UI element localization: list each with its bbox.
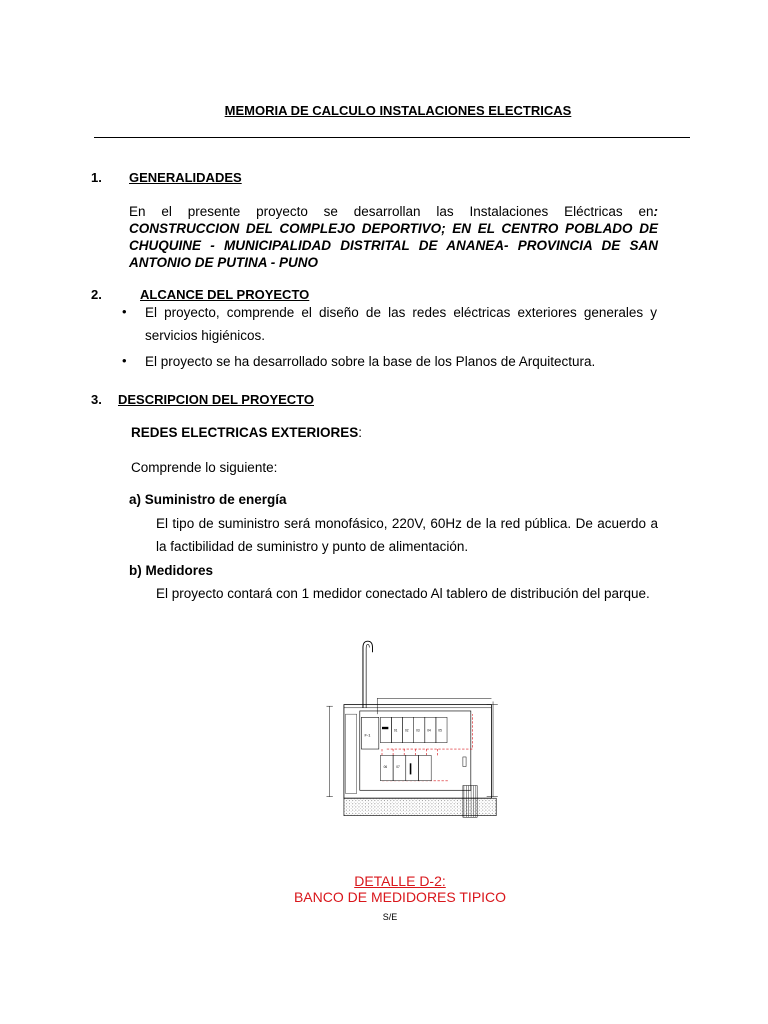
- section-1-intro: En el presente proyecto se desarrollan las Instalaciones Eléctricas en: [129, 204, 654, 219]
- meter-bank-drawing: [290, 638, 520, 868]
- meter-box: [380, 717, 391, 742]
- section-1-paragraph: [129, 203, 658, 271]
- meter-label: 02: [405, 728, 409, 733]
- meter-box: [406, 755, 419, 780]
- lead-text: Comprende lo siguiente:: [131, 460, 278, 475]
- meter-label: 04: [427, 728, 431, 733]
- item-b-text: El proyecto contará con 1 medidor conectado Al tablero de distribución del parque.: [156, 586, 650, 601]
- panel-label: F-1: [364, 732, 371, 738]
- meter-box: [418, 755, 431, 780]
- bullet-icon: •: [122, 353, 127, 368]
- section-3-number: 3.: [91, 392, 102, 407]
- meter-label: 07: [396, 765, 400, 770]
- subheading-text: REDES ELECTRICAS EXTERIORES: [131, 425, 359, 440]
- bullet-item-1: El proyecto, comprende el diseño de las redes eléctricas exteriores generales y servicios higiénicos.: [145, 305, 657, 343]
- meter-row-bottom: [380, 755, 466, 780]
- meter-label: 03: [416, 728, 420, 733]
- section-1-heading: GENERALIDADES: [129, 170, 242, 185]
- section-2-number: 2.: [91, 287, 102, 302]
- figure-scale: S/E: [382, 912, 398, 922]
- subheading-suffix: :: [358, 425, 363, 440]
- figure-title-line1: DETALLE D-2:: [354, 873, 446, 889]
- item-a-label: a) Suministro de energía: [129, 492, 287, 507]
- conduit-pipe: [363, 641, 373, 708]
- bullet-icon: •: [122, 304, 127, 319]
- meter-display: [382, 727, 388, 729]
- section-2-heading: ALCANCE DEL PROYECTO: [140, 287, 310, 302]
- section-1-colon: :: [653, 204, 658, 219]
- item-b-label: b) Medidores: [129, 563, 214, 578]
- figure-title-line2: BANCO DE MEDIDORES TIPICO: [293, 889, 507, 905]
- meter-row-top: [380, 717, 447, 742]
- meter-cabinet: [344, 705, 492, 799]
- section-1-number: 1.: [91, 170, 102, 185]
- meter-label: 05: [438, 728, 442, 733]
- project-name: CONSTRUCCION DEL COMPLEJO DEPORTIVO; EN EL CENTRO POBLADO DE CHUQUINE - MUNICIPALIDAD DISTRITAL DE ANANEA- PROVINCIA DE SAN ANTONIO DE PUTINA - PUNO: [129, 221, 658, 270]
- concrete-base: [344, 798, 496, 815]
- title-divider: [94, 137, 690, 138]
- meter-label: 06: [383, 765, 388, 770]
- document-title: MEMORIA DE CALCULO INSTALACIONES ELECTRICAS: [224, 103, 572, 118]
- subheading: [131, 425, 362, 440]
- section-3-heading: DESCRIPCION DEL PROYECTO: [118, 392, 314, 407]
- wiring-red: [382, 714, 472, 757]
- bullet-item-2: El proyecto se ha desarrollado sobre la base de los Planos de Arquitectura.: [145, 354, 596, 369]
- meter-label: 01: [393, 728, 398, 733]
- item-a-text: El tipo de suministro será monofásico, 220V, 60Hz de la red pública. De acuerdo a la factibilidad de suministro y punto de alimentación.: [156, 516, 658, 554]
